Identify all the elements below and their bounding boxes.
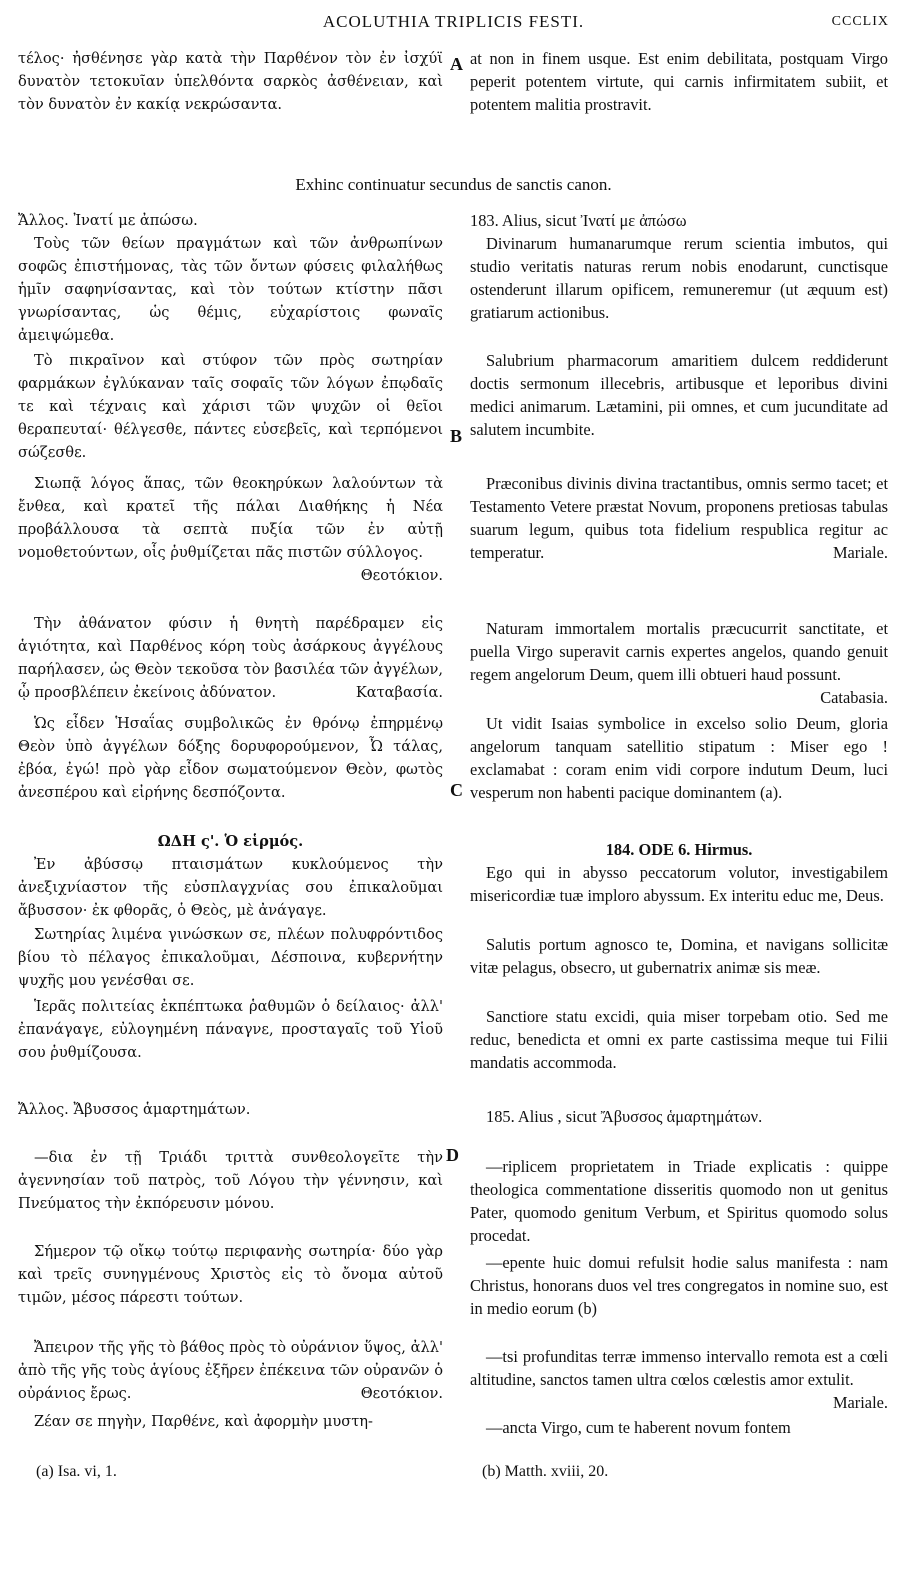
greek-ode-heading: ΩΔΗ ς'. Ὁ εἱρμός. [157,833,304,850]
footnote-b: (b) Matth. xviii, 20. [482,1463,609,1480]
greek-paragraph: Σωτηρίας λιμένα γινώσκων σε, πλέων πολυφρόντιδος βίου τὸ πέλαγος ἐπικαλοῦμαι, Δέσποινα, κυβερνήτην ψυχῆς μου γενέσθαι σε. [18,926,443,990]
latin-paragraph: —ancta Virgo, cum te haberent novum fontem [486,1418,791,1437]
latin-paragraph: Salutis portum agnosco te, Domina, et navigans sollicitæ vitæ pelagus, obsecro, ut gubernatrix animæ sis meæ. [470,935,888,978]
running-title: ACOLUTHIA TRIPLICIS FESTI. [322,12,585,31]
greek-paragraph: Τὴν ἀθάνατον φύσιν ἡ θνητὴ παρέδραμεν εἰς ἁγιότητα, καὶ Παρθένος κόρη τοὺς ἀσάρκους ἀγγέλους παρήλασεν, ὡς Θεὸν τεκοῦσα τὸν βασιλέα τῶν ἀγγέλων, ᾧ προσβλέπειν ἐκείνοις ἀδύνατον. Καταβασία. [18,612,443,704]
margin-marker-d: D [446,1145,459,1165]
greek-paragraph: Ἄπειρον τῆς γῆς τὸ βάθος πρὸς τὸ οὐράνιον ὕψος, ἀλλ' ἀπὸ τῆς γῆς τοὺς ἁγίους ἐξῆρεν ἐπέκεινα τῶν οὐρανῶν ὁ οὐράνιος ἔρως. Θεοτόκιον. [18,1336,443,1405]
latin-paragraph: Ut vidit Isaias symbolice in excelso solio Deum, gloria angelorum tanquam satellitio stipatum : Miser ego ! exclamabat : coram enim vidi corpore indutum Deum, luci vesperum non habenti pacique dominantem (a). [470,714,888,803]
latin-paragraph: —riplicem proprietatem in Triade explicatis : quippe theologica commentatione disseritis quomodo non ut genitus Pater, quomodo genitum Verbum, et Spiritus quomodo solus procedat. [470,1157,888,1246]
greek-paragraph: Ζέαν σε πηγὴν, Παρθένε, καὶ ἀφορμὴν μυστη- [34,1413,373,1430]
page-number: CCCLIX [831,14,889,29]
greek-rubric: Θεοτόκιον. [360,567,443,585]
footnote-a: (a) Isa. vi, 1. [36,1463,117,1480]
latin-heading: 185. Alius , sicut Ἄβυσσος ἁμαρτημάτων. [486,1107,763,1126]
latin-paragraph: Naturam immortalem mortalis præcucurrit sanctitate, et puella Virgo superavit carnis expertes angelos, quando genuit regem angelorum Deum, quem illi obtueri haud possunt. Catabasia. [470,617,888,709]
greek-rubric: Καταβασία. [355,684,443,702]
greek-rubric: Θεοτόκιον. [360,1385,443,1403]
margin-marker-c: C [450,780,463,800]
greek-paragraph: Τὸ πικραῖνον καὶ στύφον τῶν πρὸς σωτηρίαν φαρμάκων ἐγλύκαναν ταῖς σοφαῖς τῶν λόγων ἐπῳδαῖς τε καὶ τέχναις καὶ χάρισι τῶν ψυχῶν οἱ θεῖοι θεραπευταί· θέλγεσθε, πάντες εὐσεβεῖς, καὶ τερπόμενοι σώζεσθε. [18,352,443,462]
latin-paragraph: Divinarum humanarumque rerum scientia imbutos, qui studio veritatis naturas rerum nobis enodarunt, cunctisque ostenderunt illarum opificem, remuneremur (ut æquum est) gratiarum actionibus. [470,234,888,323]
section-heading: Exhinc continuatur secundus de sanctis canon. [295,175,612,194]
greek-paragraph: Ἐν ἀβύσσῳ πταισμάτων κυκλούμενος τὴν ἀνεξιχνίαστον τῆς εὐσπλαγχνίας σου ἐπικαλοῦμαι ἄβυσσον· ἐκ φθορᾶς, ὁ Θεὸς, μὲ ἀνάγαγε. [18,856,443,920]
latin-paragraph: at non in finem usque. Est enim debilitata, postquam Virgo peperit potentem virtute, qui carnis infirmitatem subiit, et potentem malitia prostravit. [470,49,888,115]
greek-paragraph: Τοὺς τῶν θείων πραγμάτων καὶ τῶν ἀνθρωπίνων σοφῶς ἐπιστήμονας, τὰς τῶν ὄντων φύσεις φιλαλήθως ἡμῖν σαφηνίσαντας, καὶ τὸν τούτων κτίστην πᾶσι γνωρίσαντας, ὡς θέμις, εὐχαρίστοις φωναῖς ἀμειψώμεθα. [18,235,443,345]
greek-paragraph: —δια ἐν τῇ Τριάδι τριττὰ συνθεολογεῖτε τὴν ἀγεννησίαν τοῦ πατρὸς, τοῦ Λόγου τὴν γέννησιν, καὶ Πνεύματος τὴν ἐκπόρευσιν μόνου. [18,1149,443,1213]
latin-paragraph: Præconibus divinis divina tractantibus, omnis sermo tacet; et Testamento Vetere præstat Novum, proponens pretiosas tabulas suarum legum, quibus tota fidelium respublica regitur ac temperatur. Mariale. [470,472,888,564]
greek-paragraph: Σιωπᾷ λόγος ἅπας, τῶν θεοκηρύκων λαλούντων τὰ ἔνθεα, καὶ κρατεῖ τῆς πάλαι Διαθήκης ἡ Νέα προβάλλουσα τὰ σεπτὰ πυξία τῶν ἐν αὐτῇ νομοθετούντων, οἷς ῥυθμίζεται πᾶς πιστῶν σύλλογος. Θεοτόκιον. [18,472,443,587]
latin-paragraph: Ego qui in abysso peccatorum volutor, investigabilem misericordiæ tuæ imploro abyssum. Ex interitu educ me, Deus. [470,863,888,906]
greek-heading: Ἄλλος. Ἰνατί με ἀπώσω. [18,212,198,229]
greek-paragraph: Ἱερᾶς πολιτείας ἐκπέπτωκα ῥαθυμῶν ὁ δείλαιος· ἀλλ' ἐπανάγαγε, εὐλογημένη πάναγνε, προσταγαῖς τοῦ Υἱοῦ σου ῥυθμίζουσα. [18,998,443,1062]
latin-ode-heading: 184. ODE 6. Hirmus. [605,840,753,859]
greek-paragraph: Ὡς εἶδεν Ἡσαΐας συμβολικῶς ἐν θρόνῳ ἐπηρμένῳ Θεὸν ὑπὸ ἀγγέλων δόξης δορυφορούμενον, Ὦ τάλας, ἐβόα, ἐγώ! πρὸ γὰρ εἶδον σωματούμενον Θεὸν, φωτὸς ἀνεσπέρου καὶ εἰρήνης δεσπόζοντα. [18,715,443,802]
greek-paragraph: Σήμερον τῷ οἴκῳ τούτῳ περιφανὴς σωτηρία· δύο γὰρ καὶ τρεῖς συνηγμένους Χριστὸς εἰς τὸ ὄνομα αὐτοῦ τιμῶν, μέσος πάρεστι τούτων. [18,1243,443,1307]
latin-paragraph: —epente huic domui refulsit hodie salus manifesta : nam Christus, honorans duos vel tres congregatos in nomine suo, est in medio eorum (b) [470,1253,888,1319]
latin-paragraph: —tsi profunditas terræ immenso intervallo remota est a cœli altitudine, sanctos tamen ultra cœlos cœlestis amor extulit. Mariale. [470,1345,888,1414]
greek-paragraph: τέλος· ἠσθένησε γὰρ κατὰ τὴν Παρθένον τὸν ἐν ἰσχύϊ δυνατὸν τετοκυῖαν ὑπελθόντα σαρκὸς ἀσθένειαν, καὶ τὸν δυνατὸν ἐν κακίᾳ νεκρώσαντα. [18,50,443,114]
margin-marker-b: B [450,426,463,446]
margin-marker-a: A [450,54,463,74]
latin-paragraph: Sanctiore statu excidi, quia miser torpebam otio. Sed me reduc, benedicta et omni ex parte castissima meque tui Filii mandatis accommoda. [470,1007,888,1073]
greek-heading: Ἄλλος. Ἄβυσσος ἁμαρτημάτων. [18,1101,251,1118]
latin-heading: 183. Alius, sicut Ἰνατί με ἀπώσω [470,211,687,230]
latin-paragraph: Salubrium pharmacorum amaritiem dulcem reddiderunt doctis sermonum illecebris, artibusque et leporibus divini medici animarum. Lætamini, pii omnes, et cum jucunditate ad salutem incumbite. [470,351,888,440]
latin-rubric: Catabasia. [820,688,888,708]
latin-rubric: Mariale. [832,1393,888,1413]
latin-rubric: Mariale. [832,543,888,563]
